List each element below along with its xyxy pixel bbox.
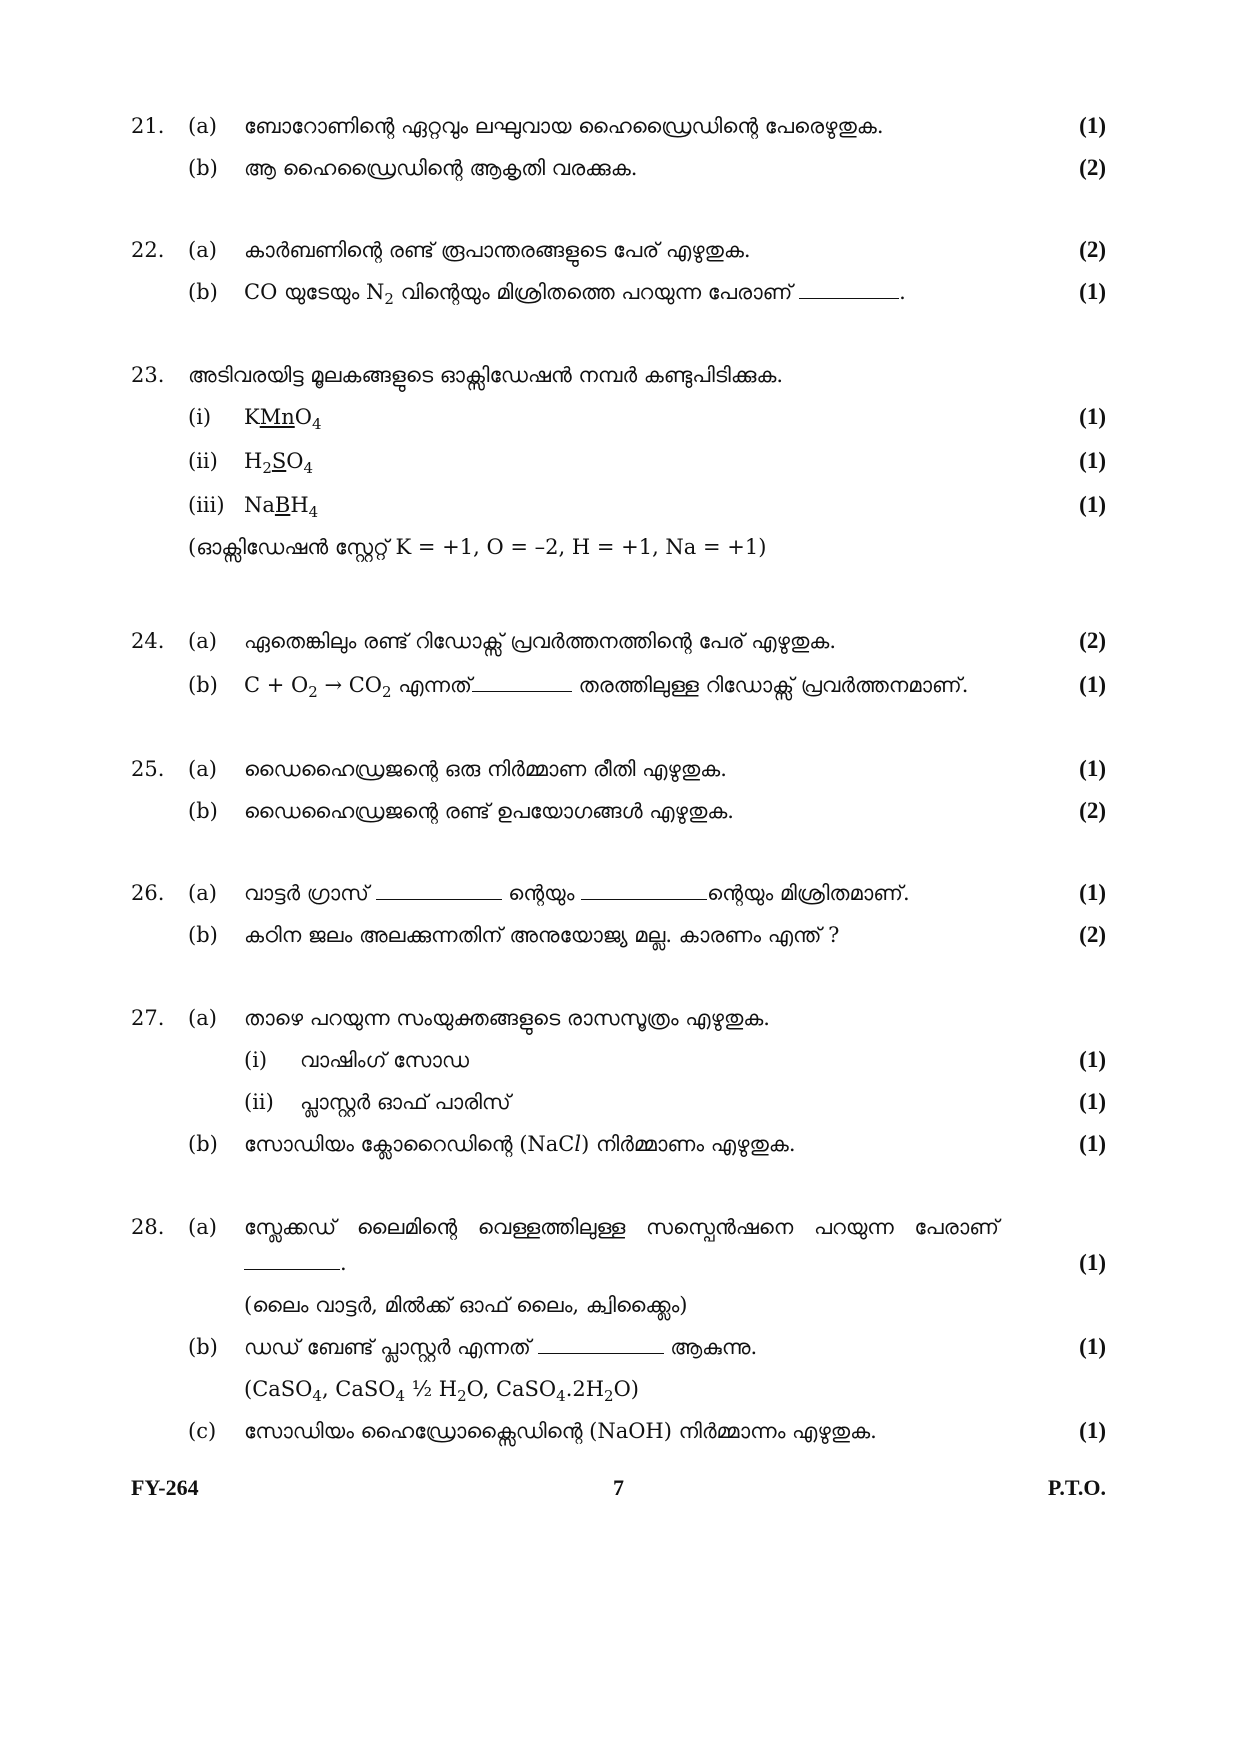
question-text: ഡൈഹൈഡ്രജന്റെ ഒരു നിർമ്മാണ രീതി എഴുതുക. xyxy=(244,757,727,781)
q26-b xyxy=(0,915,1241,955)
part-label: (b) xyxy=(188,923,218,947)
marks: (1) xyxy=(1079,1089,1106,1114)
part-label: (a) xyxy=(188,1006,217,1030)
q25-b xyxy=(0,791,1241,831)
q23-iii xyxy=(0,485,1241,525)
subpart-label: (ii) xyxy=(244,1090,274,1114)
q28-c xyxy=(0,1411,1241,1451)
marks: (1) xyxy=(1079,1418,1106,1443)
q26-a xyxy=(0,873,1241,913)
question-text: ഏതെങ്കിലും രണ്ട് റിഡോക്സ് പ്രവർത്തനത്തിന്റെ പേര് എഴുതുക. xyxy=(244,629,836,653)
question-text: അടിവരയിട്ട മൂലകങ്ങളുടെ ഓക്സിഡേഷൻ നമ്പർ കണ്ടുപിടിക്കുക. xyxy=(188,363,784,387)
part-label: (b) xyxy=(188,673,218,697)
marks: (2) xyxy=(1079,798,1106,823)
question-text: കഠിന ജലം അലക്കുന്നതിന് അനുയോജ്യ മല്ല. കാരണം എന്ത് ? xyxy=(244,923,840,947)
q22-b xyxy=(0,272,1241,312)
question-number: 27. xyxy=(131,1006,165,1030)
q27-a xyxy=(0,998,1241,1038)
answer-blank xyxy=(538,1329,664,1354)
pto-label: P.T.O. xyxy=(1047,1475,1106,1500)
question-text: കാർബണിന്റെ രണ്ട് രൂപാന്തരങ്ങളുടെ പേര് എഴുതുക. xyxy=(244,238,751,262)
subpart-label: (i) xyxy=(244,1048,268,1072)
answer-blank xyxy=(244,1245,340,1270)
question-number: 22. xyxy=(131,238,165,262)
options-text: (CaSO$_4$, CaSO$_4$ ½ $H_2O$, $CaSO_4.2H_2O$) xyxy=(244,1377,640,1406)
part-label: (a) xyxy=(188,757,217,781)
q23-note xyxy=(0,527,1241,567)
part-label: (b) xyxy=(188,799,218,823)
question-text: സ്ലേക്കഡ് ലൈമിന്റെ വെള്ളത്തിലുള്ള സസ്പെൻഷനെ പറയുന്ന പേരാണ് xyxy=(244,1215,1000,1239)
marks: (1) xyxy=(1079,1334,1106,1359)
question-text: വാട്ടർ ഗ്രാസ് ന്റെയും ന്റെയും മിശ്രിതമാണ്. xyxy=(244,873,910,913)
part-label: (b) xyxy=(188,280,218,304)
page-number: 7 xyxy=(613,1475,624,1500)
answer-line: . xyxy=(244,1243,347,1283)
question-text: ഡഡ് ബേണ്ട് പ്ലാസ്റ്റർ എന്നത് ആകുന്നു. xyxy=(244,1327,757,1367)
question-text: ഡൈഹൈഡ്രജന്റെ രണ്ട് ഉപയോഗങ്ങൾ എഴുതുക. xyxy=(244,799,734,823)
q28-a-options xyxy=(0,1285,1241,1325)
question-text: ബോറോണിന്റെ ഏറ്റവും ലഘുവായ ഹൈഡ്രൈഡിന്റെ പേരെഴുതുക. xyxy=(244,114,884,138)
part-label: (iii) xyxy=(188,493,225,517)
hint-text: (ഓക്സിഡേഷൻ സ്റ്റേറ്റ് K = +1, O = –2, H = +1, Na = +1) xyxy=(188,535,767,559)
question-number: 26. xyxy=(131,881,165,905)
part-label: (a) xyxy=(188,238,217,262)
marks: (1) xyxy=(1079,1131,1106,1156)
answer-blank xyxy=(376,875,502,900)
marks: (1) xyxy=(1079,492,1106,517)
paper-code: FY-264 xyxy=(131,1475,199,1500)
marks: (1) xyxy=(1079,672,1106,697)
question-number: 21. xyxy=(131,114,165,138)
q28-b xyxy=(0,1327,1241,1367)
marks: (2) xyxy=(1079,628,1106,653)
q23-stem xyxy=(0,355,1241,395)
question-number: 23. xyxy=(131,363,165,387)
answer-blank xyxy=(472,667,572,692)
part-label: (i) xyxy=(188,405,212,429)
marks: (1) xyxy=(1079,880,1106,905)
part-label: (a) xyxy=(188,1215,217,1239)
part-label: (a) xyxy=(188,629,217,653)
q21-a xyxy=(0,106,1241,146)
q28-a-blank xyxy=(0,1243,1241,1283)
question-number: 25. xyxy=(131,757,165,781)
question-text: സോഡിയം ഹൈഡ്രോക്സൈഡിന്റെ (NaOH) നിർമ്മാന്നം എഴുതുക. xyxy=(244,1419,877,1443)
question-text: പ്ലാസ്റ്റർ ഓഫ് പാരിസ് xyxy=(300,1090,511,1114)
question-text: സോഡിയം ക്ലോറൈഡിന്റെ (NaCl) നിർമ്മാണം എഴുതുക. xyxy=(244,1132,796,1156)
part-label: (a) xyxy=(188,114,217,138)
marks: (1) xyxy=(1079,1250,1106,1275)
q21-b xyxy=(0,148,1241,188)
question-text: ആ ഹൈഡ്രൈഡിന്റെ ആകൃതി വരക്കുക. xyxy=(244,156,638,180)
part-label: (b) xyxy=(188,1335,218,1359)
question-text: CO യുടേയും $N_2$ വിന്റെയും മിശ്രിതത്തെ പറയുന്ന പേരാണ് . xyxy=(244,272,906,319)
part-label: (ii) xyxy=(188,449,218,473)
options-text: (ലൈം വാട്ടർ, മിൽക്ക് ഓഫ് ലൈം, ക്വിക്ക്ലൈം) xyxy=(244,1293,688,1317)
formula: $H_2SO_4$ xyxy=(244,449,314,478)
marks: (2) xyxy=(1079,922,1106,947)
q24-a xyxy=(0,621,1241,661)
marks: (2) xyxy=(1079,155,1106,180)
marks: (1) xyxy=(1079,404,1106,429)
marks: (1) xyxy=(1079,113,1106,138)
question-number: 28. xyxy=(131,1215,165,1239)
q23-ii xyxy=(0,441,1241,481)
marks: (1) xyxy=(1079,1047,1106,1072)
question-text: താഴെ പറയുന്ന സംയുക്തങ്ങളുടെ രാസസൂത്രം എഴുതുക. xyxy=(244,1006,770,1030)
q28-b-options xyxy=(0,1369,1241,1409)
part-label: (a) xyxy=(188,881,217,905)
question-number: 24. xyxy=(131,629,165,653)
q27-a-ii xyxy=(0,1082,1241,1122)
q25-a xyxy=(0,749,1241,789)
answer-blank xyxy=(799,274,899,299)
formula: KMnO$_4$ xyxy=(244,405,322,434)
question-text: $C + O_2 \to CO_2$ എന്നത് തരത്തിലുള്ള റിഡോക്സ് പ്രവർത്തനമാണ്. xyxy=(244,665,968,712)
part-label: (b) xyxy=(188,1132,218,1156)
q28-a xyxy=(0,1207,1241,1247)
marks: (1) xyxy=(1079,279,1106,304)
q22-a xyxy=(0,230,1241,270)
marks: (1) xyxy=(1079,756,1106,781)
q27-a-i xyxy=(0,1040,1241,1080)
marks: (2) xyxy=(1079,237,1106,262)
part-label: (c) xyxy=(188,1419,217,1443)
q23-i xyxy=(0,397,1241,437)
q27-b xyxy=(0,1124,1241,1164)
part-label: (b) xyxy=(188,156,218,180)
formula: NaBH$_4$ xyxy=(244,493,319,522)
marks: (1) xyxy=(1079,448,1106,473)
answer-blank xyxy=(581,875,707,900)
question-text: വാഷിംഗ് സോഡ xyxy=(300,1048,470,1072)
q24-b xyxy=(0,665,1241,705)
